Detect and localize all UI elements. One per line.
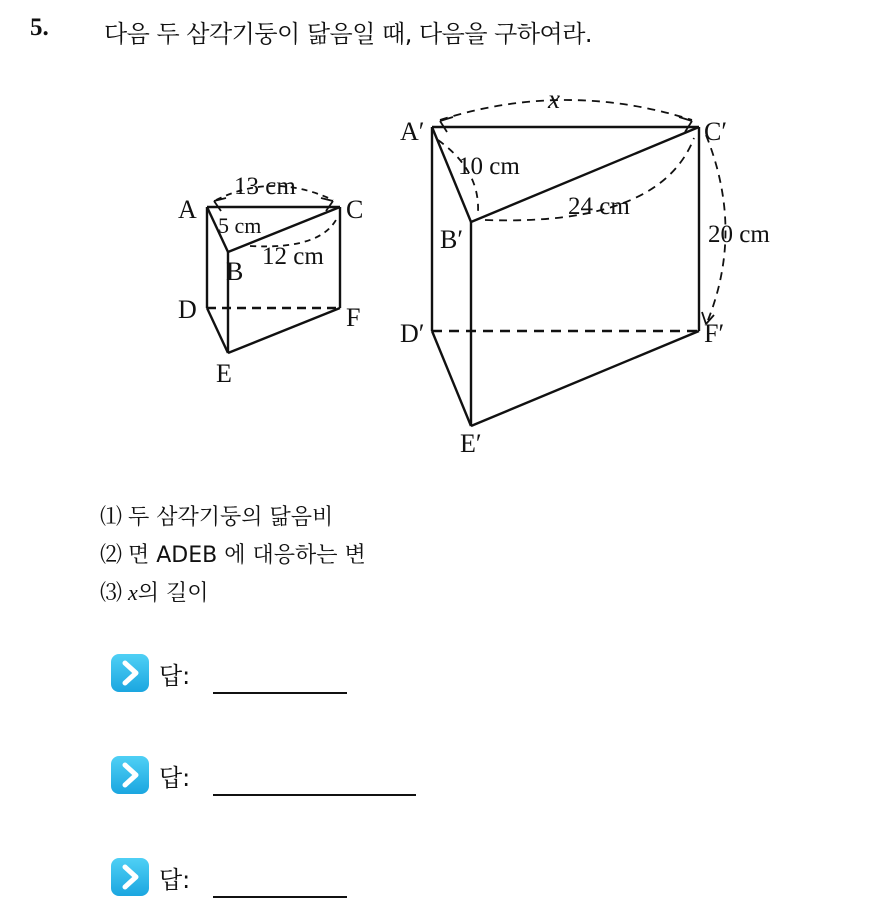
large-label-f: F′ — [704, 319, 725, 348]
large-dim-ac: x — [548, 84, 560, 114]
chevron-right-icon — [111, 858, 149, 896]
sub-question-3 — [100, 576, 209, 607]
small-label-c: C — [346, 195, 364, 224]
small-arrow-c — [321, 198, 333, 211]
small-dim-ac: 13 cm — [234, 173, 296, 200]
sub-question-1 — [100, 500, 333, 531]
sub-question-3-text: 의 길이 — [137, 581, 209, 606]
small-edge-ef — [228, 308, 340, 353]
large-label-c: C′ — [704, 117, 728, 146]
question-number: 5. — [30, 14, 49, 41]
large-label-b: B′ — [440, 225, 464, 254]
large-dim-ab: 10 cm — [458, 153, 520, 180]
small-label-b: B — [226, 257, 244, 286]
small-label-a: A — [178, 195, 197, 224]
sub-question-1-number: ⑴ — [100, 504, 123, 529]
sub-question-1-text: 두 삼각기둥의 닮음비 — [128, 505, 334, 530]
large-dim-bc: 24 cm — [568, 193, 630, 220]
large-prism — [432, 100, 726, 426]
large-label-e: E′ — [460, 429, 482, 458]
answer-blank-1[interactable] — [213, 692, 347, 694]
answer-blank-3[interactable] — [213, 896, 347, 898]
small-label-f: F — [346, 303, 361, 332]
small-label-d: D — [178, 295, 197, 324]
answer-blank-2[interactable] — [213, 794, 416, 796]
large-label-a: A′ — [400, 117, 425, 146]
small-edge-de — [207, 308, 228, 353]
large-arc-ac — [440, 100, 692, 120]
small-arrow-a — [214, 198, 226, 211]
sub-question-2-text: 면 ADEB 에 대응하는 변 — [128, 543, 366, 568]
answer-label-3: 답: — [159, 866, 191, 894]
sub-question-3-number: ⑶ — [100, 580, 123, 605]
small-dim-bc: 12 cm — [262, 243, 324, 270]
large-label-d: D′ — [400, 319, 425, 348]
answer-label-1: 답: — [159, 662, 191, 690]
large-edge-de — [432, 331, 471, 426]
large-edge-ef — [471, 331, 699, 426]
small-label-e: E — [216, 359, 232, 388]
chevron-right-icon — [111, 654, 149, 692]
sub-question-2-number: ⑵ — [100, 542, 123, 567]
sub-question-3-var: x — [128, 580, 138, 605]
chevron-right-icon — [111, 756, 149, 794]
small-dim-ab: 5 cm — [218, 213, 262, 238]
sub-question-2 — [100, 538, 366, 569]
question-prompt: 다음 두 삼각기둥이 닮음일 때, 다음을 구하여라. — [104, 20, 593, 48]
large-dim-cf: 20 cm — [708, 221, 770, 248]
answer-label-2: 답: — [159, 764, 191, 792]
small-arc-bc — [250, 216, 338, 246]
